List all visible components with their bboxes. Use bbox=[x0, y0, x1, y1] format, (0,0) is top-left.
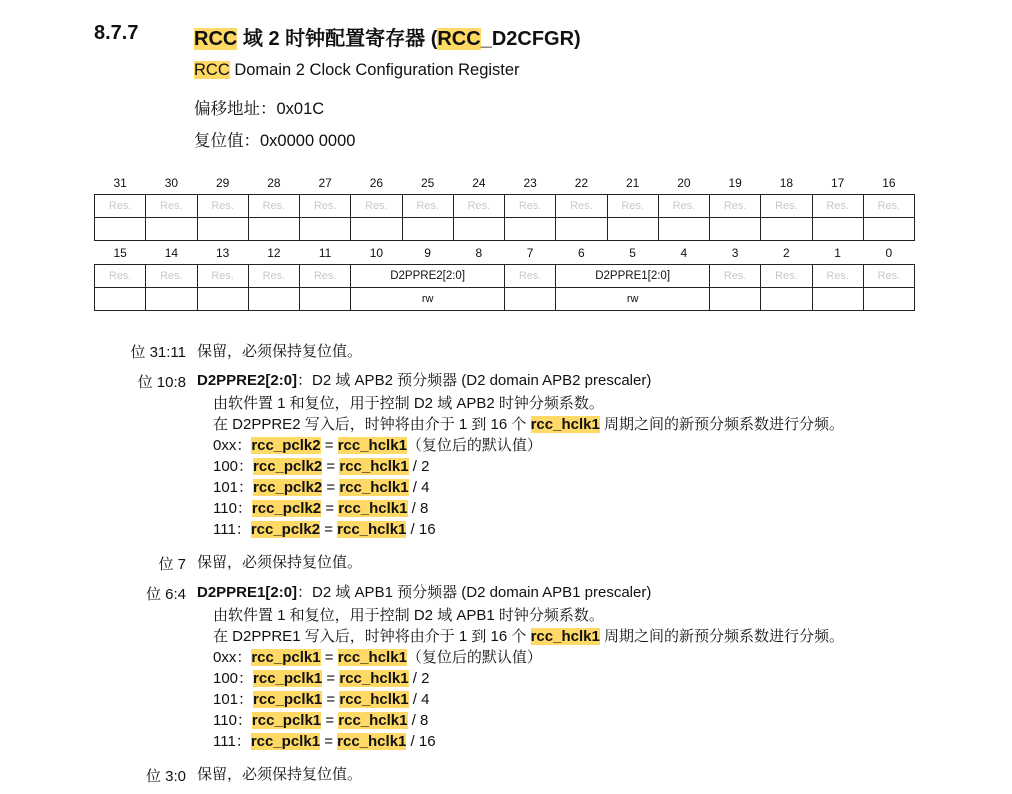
field-reserved: Res. bbox=[505, 265, 556, 288]
bit-label: 位 7 bbox=[158, 556, 186, 573]
signal-pclk: rcc_pclk1 bbox=[253, 670, 323, 687]
access-cell bbox=[300, 218, 351, 241]
option-list bbox=[213, 435, 542, 540]
field-title-text: ：D2 域 APB1 预分频器 (D2 domain APB1 prescaler) bbox=[297, 584, 652, 601]
desc-text: 在 D2PPRE2 写入后，时钟将由介于 1 到 16 个 bbox=[213, 416, 531, 433]
title-text: 域 2 时钟配置寄存器 ( bbox=[237, 28, 438, 50]
access-cell bbox=[146, 218, 197, 241]
access-cell bbox=[607, 218, 658, 241]
access-cell bbox=[95, 218, 146, 241]
equals-sign: = bbox=[320, 733, 338, 750]
bit-number: 0 bbox=[885, 245, 893, 260]
signal-pclk: rcc_pclk1 bbox=[251, 712, 322, 729]
field-reserved: Res. bbox=[863, 265, 914, 288]
signal-pclk: rcc_pclk2 bbox=[253, 479, 323, 496]
bit-number: 25 bbox=[420, 175, 435, 190]
bit-number: 28 bbox=[267, 175, 281, 190]
field-reserved: Res. bbox=[710, 195, 761, 218]
bit-number: 14 bbox=[164, 245, 179, 260]
bit-number: 19 bbox=[728, 175, 742, 190]
desc-line: 由软件置 1 和复位，用于控制 D2 域 APB2 时钟分频系数。 bbox=[213, 395, 604, 412]
option-code: 110： bbox=[213, 500, 252, 517]
field-reserved: Res. bbox=[761, 195, 812, 218]
signal-hclk: rcc_hclk1 bbox=[337, 649, 407, 666]
access-cell bbox=[812, 288, 863, 311]
field-row bbox=[95, 265, 915, 288]
bit-number: 12 bbox=[267, 245, 281, 260]
field-reserved: Res. bbox=[146, 195, 197, 218]
access-cell bbox=[505, 288, 556, 311]
access-cell bbox=[710, 218, 761, 241]
signal-hclk: rcc_hclk1 bbox=[337, 521, 407, 538]
bit-number: 21 bbox=[625, 175, 640, 190]
bit-number: 9 bbox=[424, 245, 431, 260]
field-reserved: Res. bbox=[556, 195, 607, 218]
access-cell bbox=[248, 288, 299, 311]
option-suffix: / 4 bbox=[408, 479, 430, 496]
access-cell bbox=[95, 288, 146, 311]
reset-value: 复位值：0x0000 0000 bbox=[194, 132, 356, 150]
field-name: D2PPRE2[2:0] bbox=[197, 372, 298, 389]
option-code: 100： bbox=[213, 458, 254, 475]
section-title bbox=[194, 22, 581, 51]
bit-number: 7 bbox=[526, 245, 534, 260]
section-number: 8.7.7 bbox=[94, 22, 139, 44]
option-item bbox=[213, 435, 542, 456]
register-table-upper bbox=[94, 171, 915, 241]
option-code: 110： bbox=[213, 712, 252, 729]
equals-sign: = bbox=[320, 521, 338, 538]
signal-pclk: rcc_pclk2 bbox=[251, 500, 322, 517]
field-reserved: Res. bbox=[300, 265, 351, 288]
access-cell bbox=[863, 288, 914, 311]
access-row bbox=[95, 288, 915, 311]
field-row bbox=[95, 195, 915, 218]
access-cell bbox=[812, 218, 863, 241]
access-cell bbox=[146, 288, 197, 311]
bit-number: 23 bbox=[523, 175, 537, 190]
option-item bbox=[213, 731, 542, 752]
highlight-rcc: RCC bbox=[194, 28, 238, 50]
bit-number: 2 bbox=[783, 245, 790, 260]
signal-hclk: rcc_hclk1 bbox=[339, 479, 409, 496]
bit-number: 11 bbox=[318, 245, 332, 260]
bit-number: 4 bbox=[680, 245, 688, 260]
signal-hclk: rcc_hclk1 bbox=[339, 670, 409, 687]
field-reserved: Res. bbox=[300, 195, 351, 218]
bit-number: 5 bbox=[629, 245, 636, 260]
field-reserved: Res. bbox=[658, 195, 709, 218]
access-cell bbox=[658, 218, 709, 241]
access-cell bbox=[710, 288, 761, 311]
bit-number-row bbox=[95, 171, 915, 195]
option-code: 0xx： bbox=[213, 649, 252, 666]
field-reserved: Res. bbox=[505, 195, 556, 218]
bit-description: 保留，必须保持复位值。 bbox=[197, 766, 363, 783]
bit-number: 3 bbox=[731, 245, 739, 260]
field-reserved: Res. bbox=[197, 265, 248, 288]
field-title-d2ppre1 bbox=[197, 582, 651, 603]
bit-description: 保留，必须保持复位值。 bbox=[197, 343, 363, 360]
equals-sign: = bbox=[322, 691, 340, 708]
access-cell bbox=[402, 218, 453, 241]
option-code: 101： bbox=[213, 691, 254, 708]
bit-number: 24 bbox=[472, 175, 486, 190]
option-item bbox=[213, 477, 542, 498]
option-suffix: / 8 bbox=[407, 712, 429, 729]
option-suffix: （复位后的默认值） bbox=[406, 649, 542, 666]
desc-line bbox=[213, 414, 844, 435]
bit-description: 保留，必须保持复位值。 bbox=[197, 554, 363, 571]
option-suffix: / 16 bbox=[406, 733, 436, 750]
desc-text: 周期之间的新预分频系数进行分频。 bbox=[599, 416, 844, 433]
access-cell bbox=[863, 218, 914, 241]
field-reserved: Res. bbox=[248, 195, 299, 218]
option-item bbox=[213, 710, 542, 731]
field-reserved: Res. bbox=[710, 265, 761, 288]
signal-pclk: rcc_pclk2 bbox=[251, 437, 321, 454]
field-reserved: Res. bbox=[607, 195, 658, 218]
bit-number: 16 bbox=[882, 175, 896, 190]
equals-sign: = bbox=[321, 500, 339, 517]
signal-highlight: rcc_hclk1 bbox=[530, 628, 600, 645]
bit-label: 位 31:11 bbox=[130, 344, 186, 361]
register-table-lower bbox=[94, 241, 915, 311]
bit-number: 29 bbox=[215, 175, 230, 190]
highlight-rcc: RCC bbox=[194, 61, 230, 79]
option-code: 111： bbox=[213, 733, 251, 750]
equals-sign: = bbox=[322, 458, 340, 475]
signal-pclk: rcc_pclk1 bbox=[251, 649, 321, 666]
option-code: 100： bbox=[213, 670, 254, 687]
access-cell bbox=[556, 218, 607, 241]
access-cell bbox=[300, 288, 351, 311]
option-list bbox=[213, 647, 542, 752]
desc-line: 由软件置 1 和复位，用于控制 D2 域 APB1 时钟分频系数。 bbox=[213, 607, 604, 624]
bit-number: 18 bbox=[779, 175, 794, 190]
signal-hclk: rcc_hclk1 bbox=[339, 458, 409, 475]
option-item bbox=[213, 668, 542, 689]
access-cell bbox=[505, 218, 556, 241]
signal-pclk: rcc_pclk2 bbox=[250, 521, 321, 538]
option-item bbox=[213, 647, 542, 668]
equals-sign: = bbox=[321, 712, 339, 729]
highlight-rcc: RCC bbox=[437, 28, 481, 50]
signal-hclk: rcc_hclk1 bbox=[337, 733, 407, 750]
option-item bbox=[213, 689, 542, 710]
field-d2ppre1: D2PPRE1[2:0] bbox=[556, 265, 710, 288]
bit-number: 15 bbox=[113, 245, 127, 260]
bit-number: 10 bbox=[369, 245, 384, 260]
bit-label: 位 10:8 bbox=[137, 374, 186, 391]
offset-address: 偏移地址：0x01C bbox=[194, 100, 325, 118]
field-reserved: Res. bbox=[146, 265, 197, 288]
option-suffix: （复位后的默认值） bbox=[406, 437, 542, 454]
field-reserved: Res. bbox=[351, 195, 402, 218]
field-name: D2PPRE1[2:0] bbox=[197, 584, 298, 601]
access-cell bbox=[197, 218, 248, 241]
field-reserved: Res. bbox=[402, 195, 453, 218]
access-cell bbox=[761, 288, 812, 311]
option-suffix: / 2 bbox=[408, 670, 430, 687]
register-subtitle bbox=[194, 61, 520, 80]
field-d2ppre2: D2PPRE2[2:0] bbox=[351, 265, 505, 288]
field-reserved: Res. bbox=[453, 195, 504, 218]
field-reserved: Res. bbox=[197, 195, 248, 218]
signal-highlight: rcc_hclk1 bbox=[530, 416, 600, 433]
bit-number: 13 bbox=[215, 245, 230, 260]
option-item bbox=[213, 456, 542, 477]
option-suffix: / 2 bbox=[408, 458, 430, 475]
field-title-text: ：D2 域 APB2 预分频器 (D2 domain APB2 prescaler) bbox=[297, 372, 652, 389]
access-cell bbox=[248, 218, 299, 241]
field-title-d2ppre2 bbox=[197, 370, 651, 391]
bit-label: 位 6:4 bbox=[145, 586, 186, 603]
access-rw-d2ppre2: rw bbox=[351, 288, 505, 311]
bit-number: 26 bbox=[369, 175, 384, 190]
option-suffix: / 16 bbox=[406, 521, 436, 538]
field-reserved: Res. bbox=[248, 265, 299, 288]
bit-number: 17 bbox=[830, 175, 845, 190]
signal-hclk: rcc_hclk1 bbox=[337, 437, 407, 454]
field-reserved: Res. bbox=[95, 265, 146, 288]
signal-pclk: rcc_pclk2 bbox=[253, 458, 323, 475]
bit-number: 31 bbox=[113, 175, 127, 190]
field-reserved: Res. bbox=[812, 265, 863, 288]
field-reserved: Res. bbox=[812, 195, 863, 218]
field-reserved: Res. bbox=[761, 265, 812, 288]
option-suffix: / 4 bbox=[408, 691, 430, 708]
bit-number: 1 bbox=[834, 245, 841, 260]
bit-label: 位 3:0 bbox=[145, 768, 186, 785]
signal-pclk: rcc_pclk1 bbox=[250, 733, 321, 750]
access-rw-d2ppre1: rw bbox=[556, 288, 710, 311]
desc-text: 在 D2PPRE1 写入后，时钟将由介于 1 到 16 个 bbox=[213, 628, 531, 645]
desc-text: 周期之间的新预分频系数进行分频。 bbox=[599, 628, 844, 645]
bit-number: 8 bbox=[475, 245, 483, 260]
signal-hclk: rcc_hclk1 bbox=[338, 712, 408, 729]
bit-number: 20 bbox=[677, 175, 691, 190]
bit-number: 22 bbox=[574, 175, 589, 190]
bit-number: 27 bbox=[318, 175, 332, 190]
option-item bbox=[213, 498, 542, 519]
bit-number-row bbox=[95, 241, 915, 265]
access-cell bbox=[761, 218, 812, 241]
title-text-end: _D2CFGR) bbox=[480, 28, 581, 50]
subtitle-text: Domain 2 Clock Configuration Register bbox=[229, 61, 520, 79]
equals-sign: = bbox=[320, 437, 338, 454]
access-row bbox=[95, 218, 915, 241]
equals-sign: = bbox=[322, 479, 340, 496]
access-cell bbox=[197, 288, 248, 311]
option-code: 111： bbox=[213, 521, 251, 538]
signal-hclk: rcc_hclk1 bbox=[339, 691, 409, 708]
field-reserved: Res. bbox=[863, 195, 914, 218]
option-code: 0xx： bbox=[213, 437, 252, 454]
option-code: 101： bbox=[213, 479, 254, 496]
option-item bbox=[213, 519, 542, 540]
access-cell bbox=[453, 218, 504, 241]
bit-number: 30 bbox=[164, 175, 179, 190]
access-cell bbox=[351, 218, 402, 241]
signal-pclk: rcc_pclk1 bbox=[253, 691, 323, 708]
option-suffix: / 8 bbox=[407, 500, 429, 517]
signal-hclk: rcc_hclk1 bbox=[338, 500, 408, 517]
bit-number: 6 bbox=[578, 245, 585, 260]
field-reserved: Res. bbox=[95, 195, 146, 218]
equals-sign: = bbox=[320, 649, 338, 666]
desc-line bbox=[213, 626, 844, 647]
equals-sign: = bbox=[322, 670, 340, 687]
